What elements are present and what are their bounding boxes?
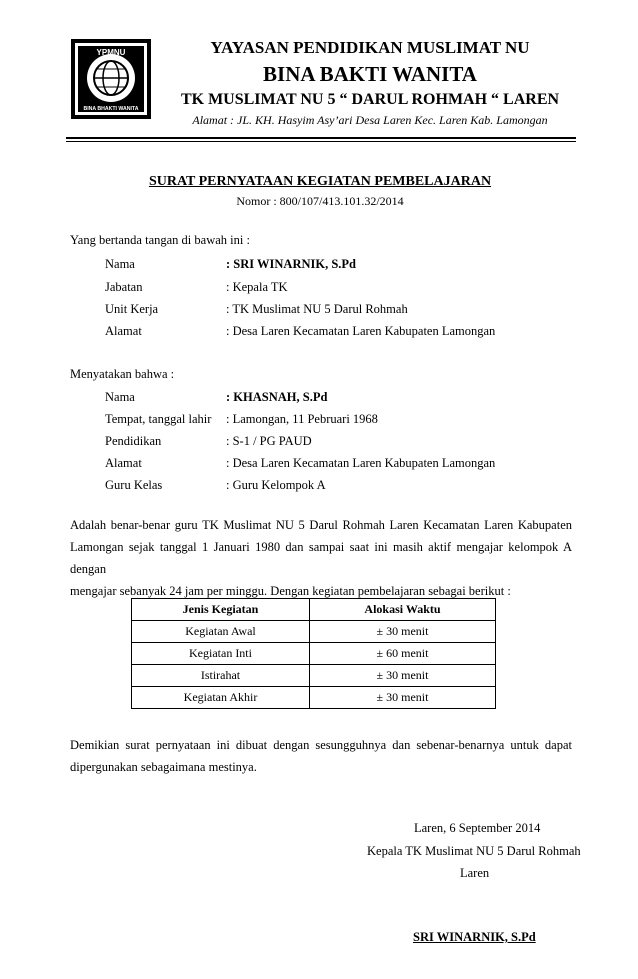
letter-number: Nomor : 800/107/413.101.32/2014 xyxy=(236,194,404,208)
table-cell: ± 60 menit xyxy=(310,643,496,665)
table-cell: Istirahat xyxy=(132,665,310,687)
table-header-row xyxy=(132,599,496,621)
signer-name-value: : SRI WINARNIK, S.Pd xyxy=(226,257,357,271)
signer-position-label: Jabatan xyxy=(105,280,143,294)
logo-text-bottom: BINA BHAKTI WANITA xyxy=(83,106,139,112)
table-row xyxy=(132,687,496,709)
body-line: Lamongan sejak tanggal 1 Januari 1980 dan sampai saat ini masih aktif mengajar kelompok A dengan xyxy=(70,540,572,576)
table-cell: Kegiatan Inti xyxy=(132,643,310,665)
table-cell: ± 30 menit xyxy=(310,687,496,709)
closing-line: dipergunakan sebagaimana mestinya. xyxy=(70,760,257,774)
subject-address-label: Alamat xyxy=(105,456,142,470)
table-header-activity: Jenis Kegiatan xyxy=(132,599,310,621)
subject-birth-value: : Lamongan, 11 Pebruari 1968 xyxy=(226,412,378,426)
table-cell: ± 30 menit xyxy=(310,665,496,687)
school-address: Alamat : JL. KH. Hasyim Asy’ari Desa Laren Kec. Laren Kab. Lamongan xyxy=(192,113,548,127)
intro-text: Yang bertanda tangan di bawah ini : xyxy=(70,233,250,247)
activity-table xyxy=(131,598,496,709)
institution-name: BINA BAKTI WANITA xyxy=(263,62,477,86)
subject-class-value: : Guru Kelompok A xyxy=(226,478,326,492)
body-line: Adalah benar-benar guru TK Muslimat NU 5 Darul Rohmah Laren Kecamatan Laren Kabupaten xyxy=(70,518,572,532)
body-line: mengajar sebanyak 24 jam per minggu. Dengan kegiatan pembelajaran sebagai berikut : xyxy=(70,584,511,598)
table-row xyxy=(132,665,496,687)
closing-line: Demikian surat pernyataan ini dibuat dengan sesungguhnya dan sebenar-benarnya untuk dapat xyxy=(70,738,572,752)
table-cell: ± 30 menit xyxy=(310,621,496,643)
signer-name-label: Nama xyxy=(105,257,135,271)
ypmnu-logo xyxy=(70,38,152,120)
foundation-name: YAYASAN PENDIDIKAN MUSLIMAT NU xyxy=(210,38,530,57)
table-row xyxy=(132,621,496,643)
header-divider-thick xyxy=(66,137,576,139)
subject-name-label: Nama xyxy=(105,390,135,404)
subject-education-value: : S-1 / PG PAUD xyxy=(226,434,312,448)
header-divider-thin xyxy=(66,141,576,142)
signer-unit-label: Unit Kerja xyxy=(105,302,159,316)
table-cell: Kegiatan Akhir xyxy=(132,687,310,709)
subject-name-value: : KHASNAH, S.Pd xyxy=(226,390,328,404)
signature-place-date: Laren, 6 September 2014 xyxy=(414,821,541,835)
declares-text: Menyatakan bahwa : xyxy=(70,367,175,381)
signer-unit-value: : TK Muslimat NU 5 Darul Rohmah xyxy=(226,302,408,316)
body-paragraph xyxy=(70,514,572,602)
subject-education-label: Pendidikan xyxy=(105,434,162,448)
signer-address-label: Alamat xyxy=(105,324,142,338)
letter-title: SURAT PERNYATAAN KEGIATAN PEMBELAJARAN xyxy=(148,174,492,189)
subject-address-value: : Desa Laren Kecamatan Laren Kabupaten Lamongan xyxy=(226,456,496,470)
logo-text-top: YPMNU xyxy=(96,48,126,57)
subject-birth-label: Tempat, tanggal lahir xyxy=(105,412,212,426)
signature-position: Kepala TK Muslimat NU 5 Darul Rohmah xyxy=(367,844,581,858)
school-name: TK MUSLIMAT NU 5 “ DARUL ROHMAH “ LAREN xyxy=(180,91,560,108)
signer-address-value: : Desa Laren Kecamatan Laren Kabupaten Lamongan xyxy=(226,324,496,338)
table-cell: Kegiatan Awal xyxy=(132,621,310,643)
signature-name: SRI WINARNIK, S.Pd xyxy=(413,930,536,944)
subject-class-label: Guru Kelas xyxy=(105,478,163,492)
table-header-time: Alokasi Waktu xyxy=(310,599,496,621)
signature-place: Laren xyxy=(460,866,490,880)
table-row xyxy=(132,643,496,665)
closing-paragraph xyxy=(70,734,572,778)
signer-position-value: : Kepala TK xyxy=(226,280,288,294)
